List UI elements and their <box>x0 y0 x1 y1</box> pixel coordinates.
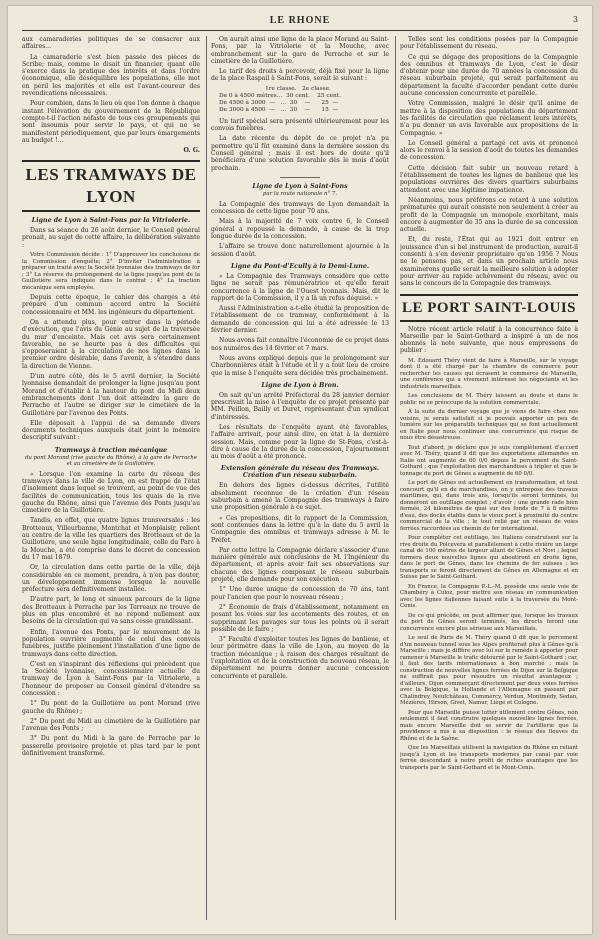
paragraph: 1° Une durée unique de concession de 70 ans, tant pour l'ancien que pour le nouveau réseau ; <box>211 586 389 601</box>
paragraph: Pour que Marseille puisse lutter utilement contre Gênes, non seulement il faut construire quelques nouvelles lignes ferrées, mais encore Marseille doit se servir de l'artillerie que la providence a mis à sa disposition : le réseau des fleuves du Rhône et de la Saône. <box>400 709 578 742</box>
paragraph: En dehors des lignes ci-dessus décrites, l'utilité absolument reconnue de la création d'un réseau suburbain a amené la Compagnie des tramways à faire une proposition générale à ce sujet. <box>211 482 389 512</box>
paragraph: Dans sa séance du 26 août dernier, le Conseil général prenait, au sujet de cette affaire, la délibération suivante : <box>22 227 200 249</box>
paragraph: C'est en s'inspirant des réflexions qui précèdent que la Société lyonnaise, concessionnaire actuelle du tramway de Lyon à Saint-Fons par la Vitriolerie, a l'honneur de proposer au Conseil général d'étendre sa concession : <box>22 660 200 697</box>
paragraph: D'un autre côté, dès le 5 avril dernier, la Société lyonnaise demandait de prolonger la ligne jusqu'au pont Morand et d'établir à la hauteur du pont du Midi deux embranchements dont l'un doit atteindre la gare de Perrache et l'autre se diriger sur le cimetière de la Guillotière par l'avenue des Ponts. <box>22 373 200 417</box>
page-header <box>22 14 578 31</box>
column-3 <box>400 36 578 920</box>
section-heading: Ligne du Pont-d'Ecully à la Demi-Lune. <box>230 262 370 270</box>
paragraph: aux camaraderies politiques de se consacrer aux affaires... <box>22 36 200 51</box>
section-subheading: par la route nationale n° 7. <box>262 190 338 197</box>
paragraph: Néanmoins, nous préférons ce retard à une solution prématurée qui aurait consisté non seulement à créer au profit de la Compagnie un monopole exorbitant, mais encore à augmenter de 35 ans la durée de sa concession actuelle. <box>400 196 578 234</box>
paragraph: Enfin, l'avenue des Ponts, par le mouvement de la population ouvrière augmenté de celui des convois funèbres, justifie pleinement l'installation d'une ligne de tramways dans cette direction. <box>22 628 200 658</box>
columns <box>22 36 578 920</box>
paragraph: Un tarif spécial sera présenté ultérieurement pour les convois funèbres. <box>211 117 389 133</box>
section-heading: Ligne de Lyon à Bron. <box>261 381 339 389</box>
tariff-row: De 3000 à 4500 — ... 30 — 15 — <box>219 106 339 113</box>
paragraph: Telles sont les conditions posées par la Compagnie pour l'établissement du réseau. <box>400 36 578 51</box>
paragraph: Nous avons expliqué depuis que le prolongement sur Charbonnières était à l'étude et il y a tout lieu de croire que la mise à l'enquête sera décidée très prochainement. <box>211 354 389 377</box>
paragraph: De ce qui précède, on peut affirmer que, lorsque les travaux du port de Gênes seront terminés, les directs feront une concurrence encore plus sérieuse aux Marseillais. <box>400 612 578 632</box>
paragraph: L'affaire se trouve donc naturellement ajournée à la session d'août. <box>211 243 389 258</box>
paragraph: La date récente du dépôt de ce projet n'a pu permettre qu'il fût examiné dans la dernière session du Conseil général ; mais il est hors de doute qu'il bénéficiera d'une solution favorable dès le mois d'août prochain. <box>211 135 389 172</box>
paragraph: Le port de Gênes est actuellement en transformation, et tout concourt qu'il en de marchandises, on y entrepose des travaux maritimes, qui, dans trois ans, lorsqu'ils seront terminés, lui donneront un outillage complet ; d'avoir ; une grande rade bien fermée, 24 kilomètres de quai sur des fonds de 7 à 8 mètres d'eau, des docks établis dans le vieux port à proximité du centre commercial de la ville ; le tout relié par un réseau de voies ferrées raccordées au chemin de fer international. <box>400 480 578 532</box>
article-title-port: LE PORT SAINT-LOUIS <box>400 294 578 322</box>
section-heading: Tramways à traction mécanique <box>54 446 168 454</box>
column-divider <box>395 36 396 920</box>
paragraph: Tout d'abord, je déclare que je suis complètement d'accord avec M. Théry, quand il dit que les exportations allemandes en Italie ont augmenté de 60 0/0 depuis le percement du Saint-Gothard ; que l'exploitation des marchandises à tripler et que le tonnage du port de Gênes a augmenté de 60 0/0. <box>400 444 578 477</box>
paragraph: Cette décision fait subir un nouveau retard à l'établissement de toutes les lignes de banlieue que les populations ouvrières des divers quartiers suburbains attendent avec une légitime impatience. <box>400 164 578 194</box>
paragraph: Les résultats de l'enquête ayant été favorables, l'affaire arrivait, pour ainsi dire, en état à la dernière session. Mais, comme pour la ligne de St-Fons, c'est-à-dire à cause de la durée de la concession, l'ajournement au mois d'août a été prononcé. <box>211 423 389 461</box>
separator <box>280 177 320 178</box>
paragraph: Pour compléter cet outillage, les Italiens construisent sur la rive droite du Polcevera et parallèlement à cette rivière un large canal de 100 mètres de largeur allant de Gênes et Novi ; lequel formera deux nouvelles lignes qui aboutiront en droite ligne, dans le port de Gênes, dans les chemins de fer suisses ; les transports se feront directement de Gênes en Allemagne et en Suisse par le Saint-Gothard. <box>400 535 578 581</box>
paragraph: Le Conseil général a partagé cet avis et prononcé alors le renvoi à la session d'août de toutes les demandes de concession. <box>400 139 578 162</box>
tariff-row: De 0 à 4500 mètres... 30 cent. 25 cent. <box>219 92 341 99</box>
paragraph: Votre Commission, malgré le désir qu'il anime de mettre à la disposition des populations du département les facilités de circulation que réclament leurs intérêts, n'a pu donner un avis favorable aux propositions de la Compagnie. » <box>400 100 578 137</box>
paragraph: Tandis, en effet, que quatre lignes transversales : les Brotteaux, Villeurbanne, Montchat et Monplaisir, relient au centre de la ville les quartiers des Brotteaux et de la Guillotière, une seule ligne longitudinale, celle du Parc à la Mouche, a été comprise dans le décret de concession du 17 mai 1879. <box>22 517 200 561</box>
paragraph: On a attendu plus, pour entrer dans la période d'exécution, que l'avis du Génie au sujet de la traversée du mur d'enceinte. Mais cet avis sera certainement favorable, ne se heurte pas à des difficultés qui s'opposeraient à la circulation de nos lignes dans le premier ordre désirable, dans l'avenir, à s'étendre dans la direction de Vienne. <box>22 318 200 370</box>
paragraph: « La Compagnie des Tramways considère que cette ligne ne serait pas rémunératrice et qu'elle ferait concurrence à la ligne de l'Ouest lyonnais. Mais, dit le rapport de la Commission, il y a là un refus déguisé. » <box>211 272 389 302</box>
paragraph: La camaraderie s'est bien passée des pièces de Scribe; mais, comme le disait un financier, quant elle s'exerce dans la pratique des intérêts et dans l'ordre économique, elle déséquilibre les populations, elle met en péril les majorités et elle est l'avant-coureur des revendications nécessaires. <box>22 53 200 98</box>
section-heading: Ligne de Lyon à Saint-Fons par la Vitriolerie. <box>31 217 191 225</box>
paragraph: Pour combien, dans le lieu où que l'on donne à chaque instant l'élévation du gouvernement de la République compte-t-il l'action néfaste de tous ces groupements qui sont insoumis pour servir le pays, et qui ne se manifestent périodiquement, que par leurs émargements au budget !... <box>22 100 200 144</box>
section-heading: Ligne de Lyon à Saint-Fons <box>252 182 348 190</box>
column-divider <box>206 36 207 920</box>
newspaper-title: LE RHONE <box>269 15 331 26</box>
paragraph: Par cette lettre la Compagnie déclare s'associer d'une manière générale aux conclusions de M. l'Ingénieur du département, et après avoir fait ses observations sur chacune des lignes composant le réseau suburbain projeté, elle demande pour son exécution : <box>211 546 389 584</box>
paragraph: « Lorsque l'on examine la carte du réseau des tramways dans la ville de Lyon, on est frappé de l'état d'isolement dans lequel se trouvent, au point de vue des facilités de communication, tous les quais de la rive gauche du Rhône, ainsi que l'avenue des Ponts jusqu'au cimetière de la Guillotière. <box>22 470 200 515</box>
paragraph: 2° Du pont du Midi au cimetière de la Guillotière par l'avenue des Ponts ; <box>22 717 200 733</box>
tariff-table <box>219 86 389 114</box>
paragraph: Le seul de Paris de M. Théry quand il dit que le percement d'un nouveau tunnel sous les Alpes profiterait plus à Gênes qu'à Marseille : mais je diffère avec lui sur le remède à apporter pour ramener à Marseille le trafic détourné par le Saint-Gothard ; car, il faut des tarifs internationaux à bon marché ; mais la construction de nouvelles lignes ferrées de Dijon sur la Belgique ne suffirait pas pour résoudre un résultat avantageux ; d'ailleurs, Dijon commerçant directement par deux voies ferrées avec la Belgique, la Hollande et l'Allemagne en passant par Chalindrey, Neufchâteau, Commercy, Verdun, Montmédy, Sedan, Mézières, Hirson, Givet, Namur, Liège et Cologne. <box>400 635 578 707</box>
paragraph: Aussi l'Administration a-t-elle étudié la proposition de l'établissement de ce tramway, conformément à la demande de concession qui lui a été adressée le 13 février dernier. <box>211 305 389 335</box>
paragraph: En France, la Compagnie P.-L.-M. possède une seule voie de Chambéry à Culoz, pour mettre son réseau en communication avec les lignes italiennes faisant suite à la traversée du Mont-Cenis. <box>400 583 578 610</box>
paragraph: « Ces propositions, dit le rapport de la Commission, sont contenues dans la lettre qu'à la date du 5 avril la Compagnie des omnibus et tramways adresse à M. le Préfet. <box>211 514 389 544</box>
paragraph: Nous avons fait connaître l'économie de ce projet dans nos numéros des 14 février et 7 mars. <box>211 337 389 352</box>
paragraph: Votre Commission décide : 1° D'approuver les conclusions de la Commission d'enquête; 2° D'inviter l'administration à préparer un traité avec la Société lyonnaise des tramways de for ; 3° La réserve du prolongement de la ligne jusqu'au pont de la Guillotière sera indiquée dans le contrat ; 4° La traction mécanique sera employée. <box>22 252 200 291</box>
paragraph: 3° Du pont du Midi à la gare de Perrache par le passerelle provisoire projetée et plus tard par le pont définitivement transformé. <box>22 735 200 758</box>
column-2 <box>211 36 389 920</box>
paragraph: On sait qu'un arrêté Préfectoral du 28 janvier dernier prescrivait la mise à l'enquête de ce projet présenté par MM. Peillon, Bailly et Duret, représentant d'un syndicat d'intéressés. <box>211 391 389 421</box>
paragraph: Que les Marseillais utilisent la navigation du Rhône en reliant jusqu'à Lyon et les transports modernes par canal par voie ferrée descendant à notre profit de riches avantages que les transports par le Saint-Gothard et le Mont-Cenis. <box>400 745 578 771</box>
paragraph: Depuis cette époque, le cahier des charges a été préparé d'un commun accord entre la Société concessionnaire et MM. les ingénieurs du département. <box>22 294 200 316</box>
paragraph: La Compagnie des tramways de Lyon demandait la concession de cette ligne pour 70 ans. <box>211 200 389 216</box>
paragraph: 3° Faculté d'exploiter toutes les lignes de banlieue, et leur périmètre dans la ville de Lyon, au moyen de la traction mécanique ; à raison des charges résultant de l'exploitation et de la construction du nouveau réseau, le département ne pourra donner aucune concession concurrente et parallèle. <box>211 636 389 680</box>
paragraph: M. Édouard Théry vient de faire à Marseille, sur le voyage dont il a été chargé par la chambre de commerce pour rechercher les causes qui écrasent le commerce de Marseille, une conférence qui a vivement intéressé les négociants et les industriels marseillais. <box>400 357 578 390</box>
tariff-row: 1re classe. 2e classe. <box>219 85 331 92</box>
paragraph: Et, du reste, l'État qui au 1921 doit entrer en jouissance d'un si bel instrument de production, aurait-il consenti à s'en devenir propriétaire qu'en 1956 ? Nous ne le pensons pas, et dans un prochain article nous examinerons quelle serait la meilleure solution à adopter pour arriver au rapide achèvement du réseau, avec ou sans le concours de la Compagnie des tramways. <box>400 236 578 288</box>
section-heading: Extension générale du réseau des Tramways. Création d'un réseau suburbain. <box>220 465 380 480</box>
paragraph: Le tarif des droits à percevoir, déjà fixé pour la ligne de la place Raspail à Saint-Fons, serait le suivant : <box>211 68 389 83</box>
signature: O. G. <box>183 147 200 155</box>
paragraph: 2° Économie de frais d'établissement, notamment en posant les voies sur les accotements des routes, et en supprimant les pavages sur tous les points où il serait possible de le faire ; <box>211 603 389 633</box>
paragraph: Les conclusions de M. Théry laissent au doute et dans le public ne se préoccupe de la solution commerciale. <box>400 393 578 406</box>
section-subheading: du pont Morand (rive gauche du Rhône), à la gare de Perrache et au cimetière de la Guillotière. <box>24 454 198 467</box>
paragraph: À la suite du dernier voyage que je viens de faire chez nos voisins, je serais satisfait si je pouvais apporter un peu de lumière sur les préparatifs techniques qui se font actuellement en Italie pour nous continuer une concurrence qui risque de nous être désastreuse. <box>400 409 578 442</box>
paragraph: Ce qui se dégage des propositions de la Compagnie des omnibus et tramways de Lyon, c'est le désir d'obtenir pour une durée de 70 années la concession du réseau suburbain projeté, qui serait parfaitement au département la faculté d'accorder pendant cette durée aucune concession concurrente et parallèle. <box>400 53 578 98</box>
paragraph: D'autre part, le long et sinueux parcours de la ligne des Brotteaux à Perrache par les Terreaux ne trouve de plus en plus encombré et ne répond nullement aux besoins de la circulation qui va sans cesse grandissant. <box>22 596 200 626</box>
paragraph: Notre récent article relatif à la concurrence faite à Marseille par le Saint-Gothard a inspiré à un de nos abonnés la note suivante, que nous empressons de publier : <box>400 325 578 355</box>
paragraph: Elle déposait à l'appui de sa demande divers documents techniques auxquels était joint le mémoire descriptif suivant : <box>22 419 200 442</box>
paragraph: On aurait ainsi une ligne de la place Morand au Saint-Fons, par la Vitriolerie et la Mouche, avec embranchement sur la gare de Perrache et sur le cimetière de la Guillotière. <box>211 36 389 65</box>
article-title-tramways: LES TRAMWAYS DE LYON <box>22 160 200 212</box>
paragraph: Or, la circulation dans cette partie de la ville, déjà considérable en ce moment, prendra, à n'en pas douter, un développement immense lorsque la nouvelle préfecture sera définitivement installée. <box>22 564 200 594</box>
tariff-row: De 4500 à 3000 — ... 30 — 25 — <box>219 99 339 106</box>
paragraph: Mais à la majorité de 7 voix contre 6, le Conseil général a repoussé la demande, à cause de la trop longue durée de la concession. <box>211 218 389 241</box>
page-number: 3 <box>572 15 578 24</box>
column-1 <box>22 36 200 920</box>
newspaper-page <box>8 6 592 934</box>
paragraph: 1° Du pont de la Guillotière au pont Morand (rive gauche du Rhône) ; <box>22 700 200 715</box>
